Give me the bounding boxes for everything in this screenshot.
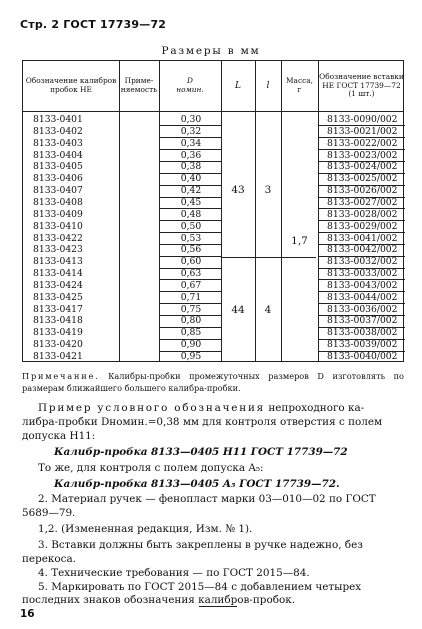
row-code: 8133-0405	[33, 161, 83, 173]
row-insert: 8133-0026/002	[327, 185, 398, 197]
row-code: 8133-0422	[33, 232, 83, 244]
row-insert: 8133-0021/002	[327, 125, 398, 137]
example-formula-1: Калибр-пробка 8133—0405 H11 ГОСТ 17739—72	[54, 446, 348, 458]
row-d-nominal: 0,50	[180, 220, 202, 232]
row-insert: 8133-0036/002	[327, 303, 398, 315]
row-code: 8133-0406	[33, 173, 83, 185]
row-insert: 8133-0027/002	[327, 196, 398, 208]
row-d-nominal: 0,75	[180, 303, 202, 315]
row-insert: 8133-0039/002	[327, 339, 398, 351]
item-2-line-2: 5689—79.	[22, 507, 76, 519]
row-code: 8133-0423	[33, 244, 83, 256]
row-d-nominal: 0,48	[180, 208, 202, 220]
row-insert: 8133-0040/002	[327, 351, 398, 362]
row-code: 8133-0407	[33, 185, 83, 197]
row-insert: 8133-0044/002	[327, 291, 398, 303]
row-insert: 8133-0023/002	[327, 149, 398, 161]
row-d-nominal: 0,56	[180, 244, 202, 256]
note-text: Калибры-пробки промежуточных размеров D изготовлять по размерам ближайшего большего калибра-пробки.	[22, 371, 404, 393]
example-line-1	[38, 401, 364, 415]
example-lead: Пример условного обозначения	[38, 402, 266, 414]
row-insert: 8133-0037/002	[327, 315, 398, 327]
group-L-value: 43	[231, 184, 245, 196]
group-l-value: 4	[264, 304, 272, 316]
group-l-value: 3	[264, 184, 272, 196]
row-d-nominal: 0,67	[180, 279, 202, 291]
row-d-nominal: 0,38	[180, 161, 202, 173]
row-code: 8133-0409	[33, 208, 83, 220]
group-L-value: 44	[231, 304, 245, 316]
row-code: 8133-0404	[33, 149, 83, 161]
row-code: 8133-0420	[33, 339, 83, 351]
row-insert: 8133-0028/002	[327, 208, 398, 220]
row-insert: 8133-0024/002	[327, 161, 398, 173]
row-d-nominal: 0,71	[180, 291, 202, 303]
row-insert: 8133-0032/002	[327, 256, 398, 268]
row-insert: 8133-0029/002	[327, 220, 398, 232]
row-d-nominal: 0,63	[180, 268, 202, 280]
page-number: 16	[20, 608, 35, 620]
col-header-d: D номин.	[176, 76, 204, 94]
row-code: 8133-0402	[33, 125, 83, 137]
row-d-nominal: 0,53	[180, 232, 202, 244]
sizes-table	[22, 60, 404, 362]
row-code: 8133-0419	[33, 327, 83, 339]
example-line-3: допуска H11:	[22, 430, 96, 442]
row-insert: 8133-0033/002	[327, 268, 398, 280]
note-label: Примечание.	[22, 371, 100, 381]
item-2-line-1: 2. Материал ручек — фенопласт марки 03—010—02 по ГОСТ	[38, 493, 376, 505]
item-5-line-1: 5. Маркировать по ГОСТ 2015—84 с добавлением четырех	[38, 581, 362, 593]
item-3-line-2: перекоса.	[22, 553, 76, 565]
col-header-insert: Обозначение вставки НЕ ГОСТ 17739—72 (1 шт.)	[319, 72, 404, 99]
row-code: 8133-0414	[33, 268, 83, 280]
col-header-L: L	[235, 80, 241, 91]
row-insert: 8133-0043/002	[327, 279, 398, 291]
row-code: 8133-0425	[33, 291, 83, 303]
example-formula-2: Калибр-пробка 8133—0405 A₅ ГОСТ 17739—72.	[54, 478, 340, 490]
table-caption: Размеры в мм	[161, 45, 261, 57]
row-d-nominal: 0,45	[180, 196, 202, 208]
row-d-nominal: 0,32	[180, 125, 202, 137]
example-rest: непроходного ка-	[268, 402, 365, 414]
row-code: 8133-0418	[33, 315, 83, 327]
row-code: 8133-0417	[33, 303, 83, 315]
table-group-line	[221, 257, 316, 258]
row-insert: 8133-0022/002	[327, 137, 398, 149]
row-code: 8133-0413	[33, 256, 83, 268]
row-d-nominal: 0,30	[180, 114, 202, 125]
col-header-l: l	[266, 80, 270, 91]
mass-value: 1,7	[291, 235, 308, 247]
row-d-nominal: 0,36	[180, 149, 202, 161]
table-header-line	[23, 111, 403, 112]
same-for-line: То же, для контроля с полем допуска A₅:	[38, 462, 264, 474]
col-header-code: Обозначение калибров пробок НЕ	[25, 76, 117, 94]
col-header-usage: Приме- няемость	[120, 76, 158, 94]
row-insert: 8133-0038/002	[327, 327, 398, 339]
table-note	[22, 371, 404, 394]
col-header-mass: Масса, г	[285, 76, 313, 94]
row-insert: 8133-0042/002	[327, 244, 398, 256]
row-d-nominal: 0,85	[180, 327, 202, 339]
page-header: Стр. 2 ГОСТ 17739—72	[20, 18, 167, 31]
row-code: 8133-0421	[33, 351, 83, 362]
row-d-nominal: 0,40	[180, 173, 202, 185]
row-code: 8133-0410	[33, 220, 83, 232]
row-code: 8133-0424	[33, 279, 83, 291]
row-d-nominal: 0,80	[180, 315, 202, 327]
row-code: 8133-0401	[33, 114, 83, 125]
example-line-2: либра-пробки Dномин.=0,38 мм для контроля отверстия с полем	[22, 416, 383, 428]
row-d-nominal: 0,34	[180, 137, 202, 149]
item-change: 1,2. (Измененная редакция, Изм. № 1).	[38, 523, 253, 535]
item-3-line-1: 3. Вставки должны быть закреплены в ручке надежно, без	[38, 539, 363, 551]
row-code: 8133-0403	[33, 137, 83, 149]
row-code: 8133-0408	[33, 196, 83, 208]
row-insert: 8133-0025/002	[327, 173, 398, 185]
row-insert: 8133-0041/002	[327, 232, 398, 244]
item-5-line-2: последних знаков обозначения калибров-пробок.	[22, 594, 296, 606]
row-d-nominal: 0,60	[180, 256, 202, 268]
row-d-nominal: 0,42	[180, 185, 202, 197]
row-insert: 8133-0090/002	[327, 114, 398, 125]
row-d-nominal: 0,90	[180, 339, 202, 351]
item-4: 4. Технические требования — по ГОСТ 2015—84.	[38, 567, 310, 579]
row-d-nominal: 0,95	[180, 351, 202, 362]
